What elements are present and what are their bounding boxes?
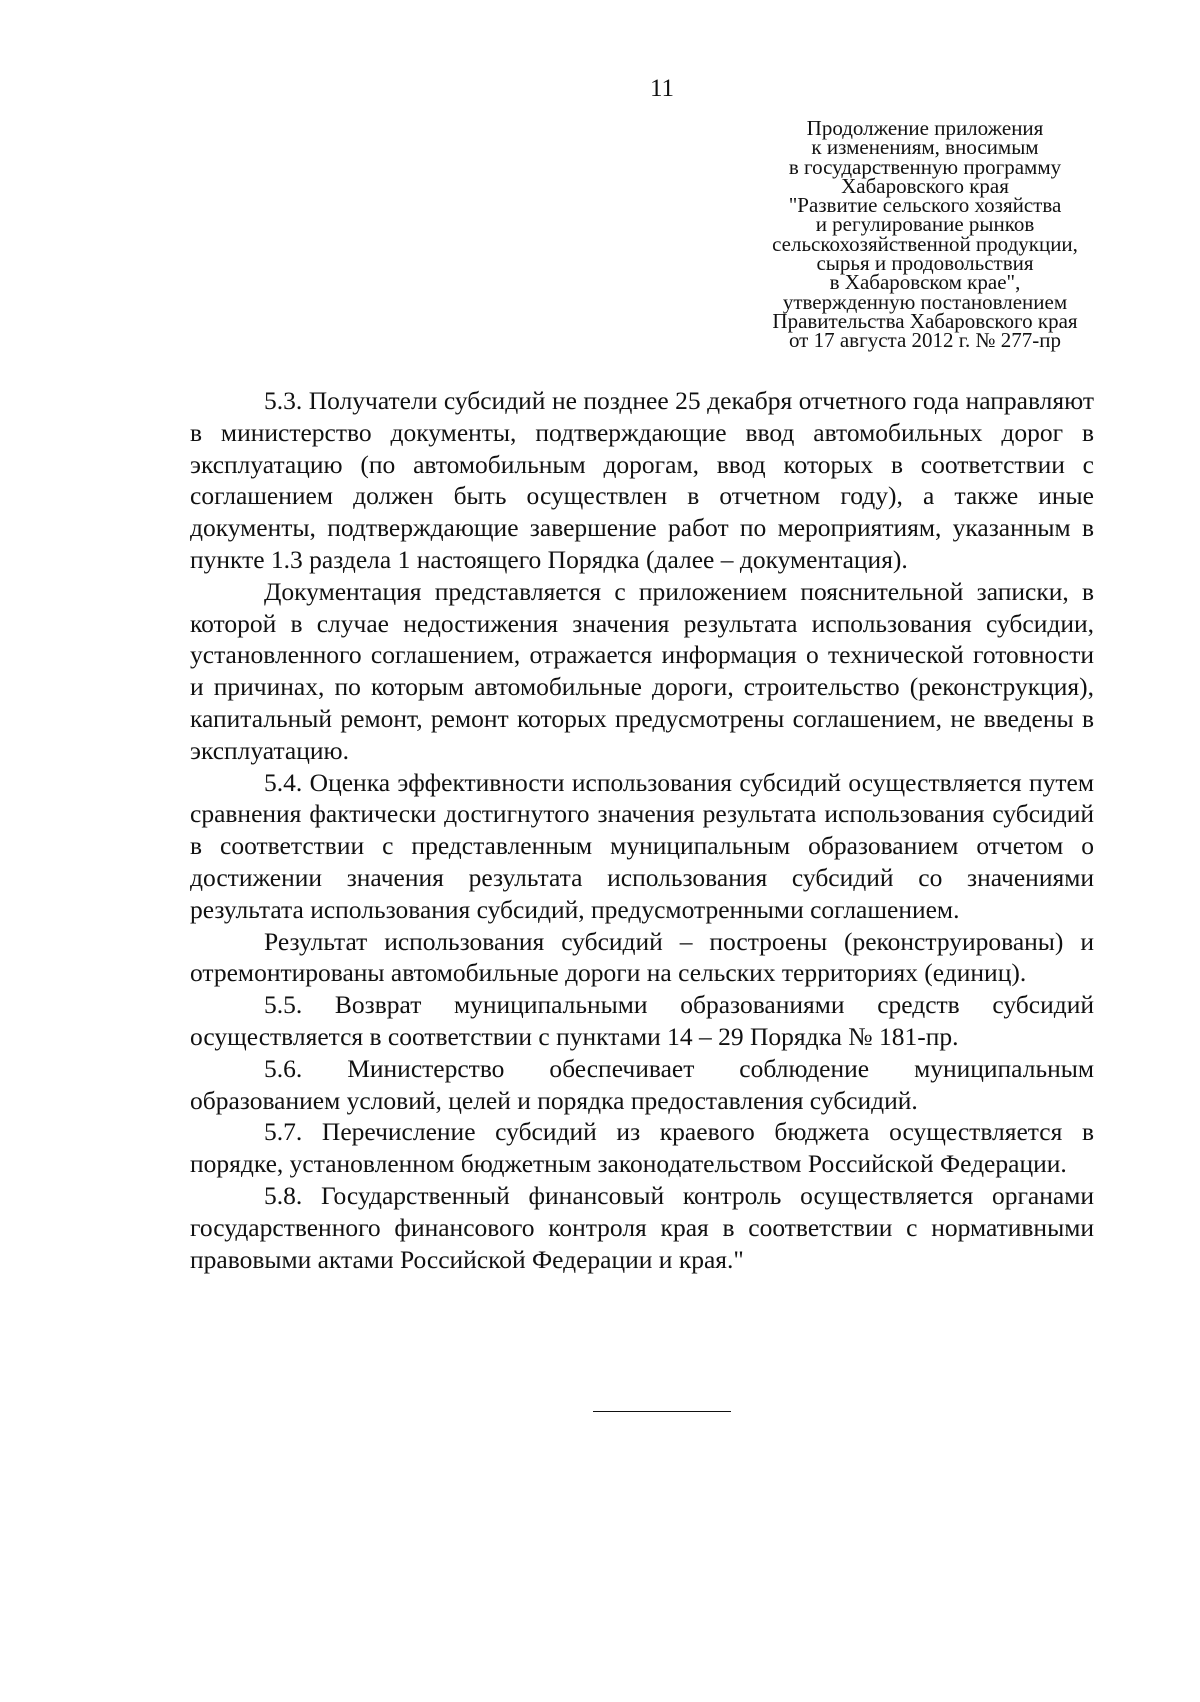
paragraph-5-7: 5.7. Перечисление субсидий из краевого бюджета осуществляется в порядке, установленном бюджетным законодательством Российской Федерации.	[190, 1117, 1094, 1179]
paragraph-documentation: Документация представляется с приложением пояснительной записки, в которой в случае недостижения значения результата использования субсидии, установленного соглашением, отражается информация о технической готовности и причинах, по которым автомобильные дороги, строительство (реконструкция), капитальный ремонт, ремонт которых предусмотрены соглашением, не введены в эксплуатацию.	[190, 576, 1094, 765]
appendix-header-line: сельскохозяйственной продукции,	[772, 231, 1078, 256]
appendix-header-line: Хабаровского края	[841, 173, 1009, 198]
appendix-header-line: от 17 августа 2012 г. № 277-пр	[788, 328, 1062, 353]
appendix-header-line: "Развитие сельского хозяйства	[788, 193, 1062, 218]
appendix-header-line: Правительства Хабаровского края	[772, 308, 1078, 333]
end-of-document-rule	[593, 1411, 731, 1412]
appendix-header	[755, 116, 1095, 353]
paragraph-result: Результат использования субсидий – построены (реконструированы) и отремонтированы автомобильные дороги на сельских территориях (единиц).	[190, 926, 1094, 988]
appendix-header-line: в Хабаровском крае",	[829, 270, 1021, 295]
paragraph-5-3: 5.3. Получатели субсидий не позднее 25 декабря отчетного года направляют в министерство документы, подтверждающие ввод автомобильных дорог в эксплуатацию (по автомобильным дорогам, ввод которых в соответствии с соглашением должен быть осуществлен в отчетном году), а также иные документы, подтверждающие завершение работ по мероприятиям, указанным в пункте 1.3 раздела 1 настоящего Порядка (далее – документация).	[190, 386, 1094, 574]
appendix-header-line: к изменениям, вносимым	[811, 135, 1039, 160]
appendix-header-line: и регулирование рынков	[815, 212, 1035, 237]
appendix-header-line: утвержденную постановлением	[782, 289, 1068, 314]
appendix-header-line: в государственную программу	[788, 154, 1062, 179]
paragraph-5-6: 5.6. Министерство обеспечивает соблюдение муниципальным образованием условий, целей и порядка предоставления субсидий.	[190, 1053, 1094, 1115]
document-body	[190, 385, 1094, 1275]
appendix-header-line: сырья и продовольствия	[816, 251, 1034, 276]
paragraph-5-5: 5.5. Возврат муниципальными образованиями средств субсидий осуществляется в соответствии с пунктами 14 – 29 Порядка № 181-пр.	[190, 990, 1094, 1051]
paragraph-5-8: 5.8. Государственный финансовый контроль осуществляется органами государственного финансового контроля края в соответствии с нормативными правовыми актами Российской Федерации и края."	[190, 1180, 1094, 1274]
page-number: 11	[649, 75, 675, 102]
paragraph-5-4: 5.4. Оценка эффективности использования субсидий осуществляется путем сравнения фактически достигнутого значения результата использования субсидий в соответствии с представленным муниципальным образованием отчетом о достижении значения результата использования субсидий со значениями результата использования субсидий, предусмотренными соглашением.	[190, 767, 1094, 924]
appendix-header-line: Продолжение приложения	[806, 116, 1044, 140]
